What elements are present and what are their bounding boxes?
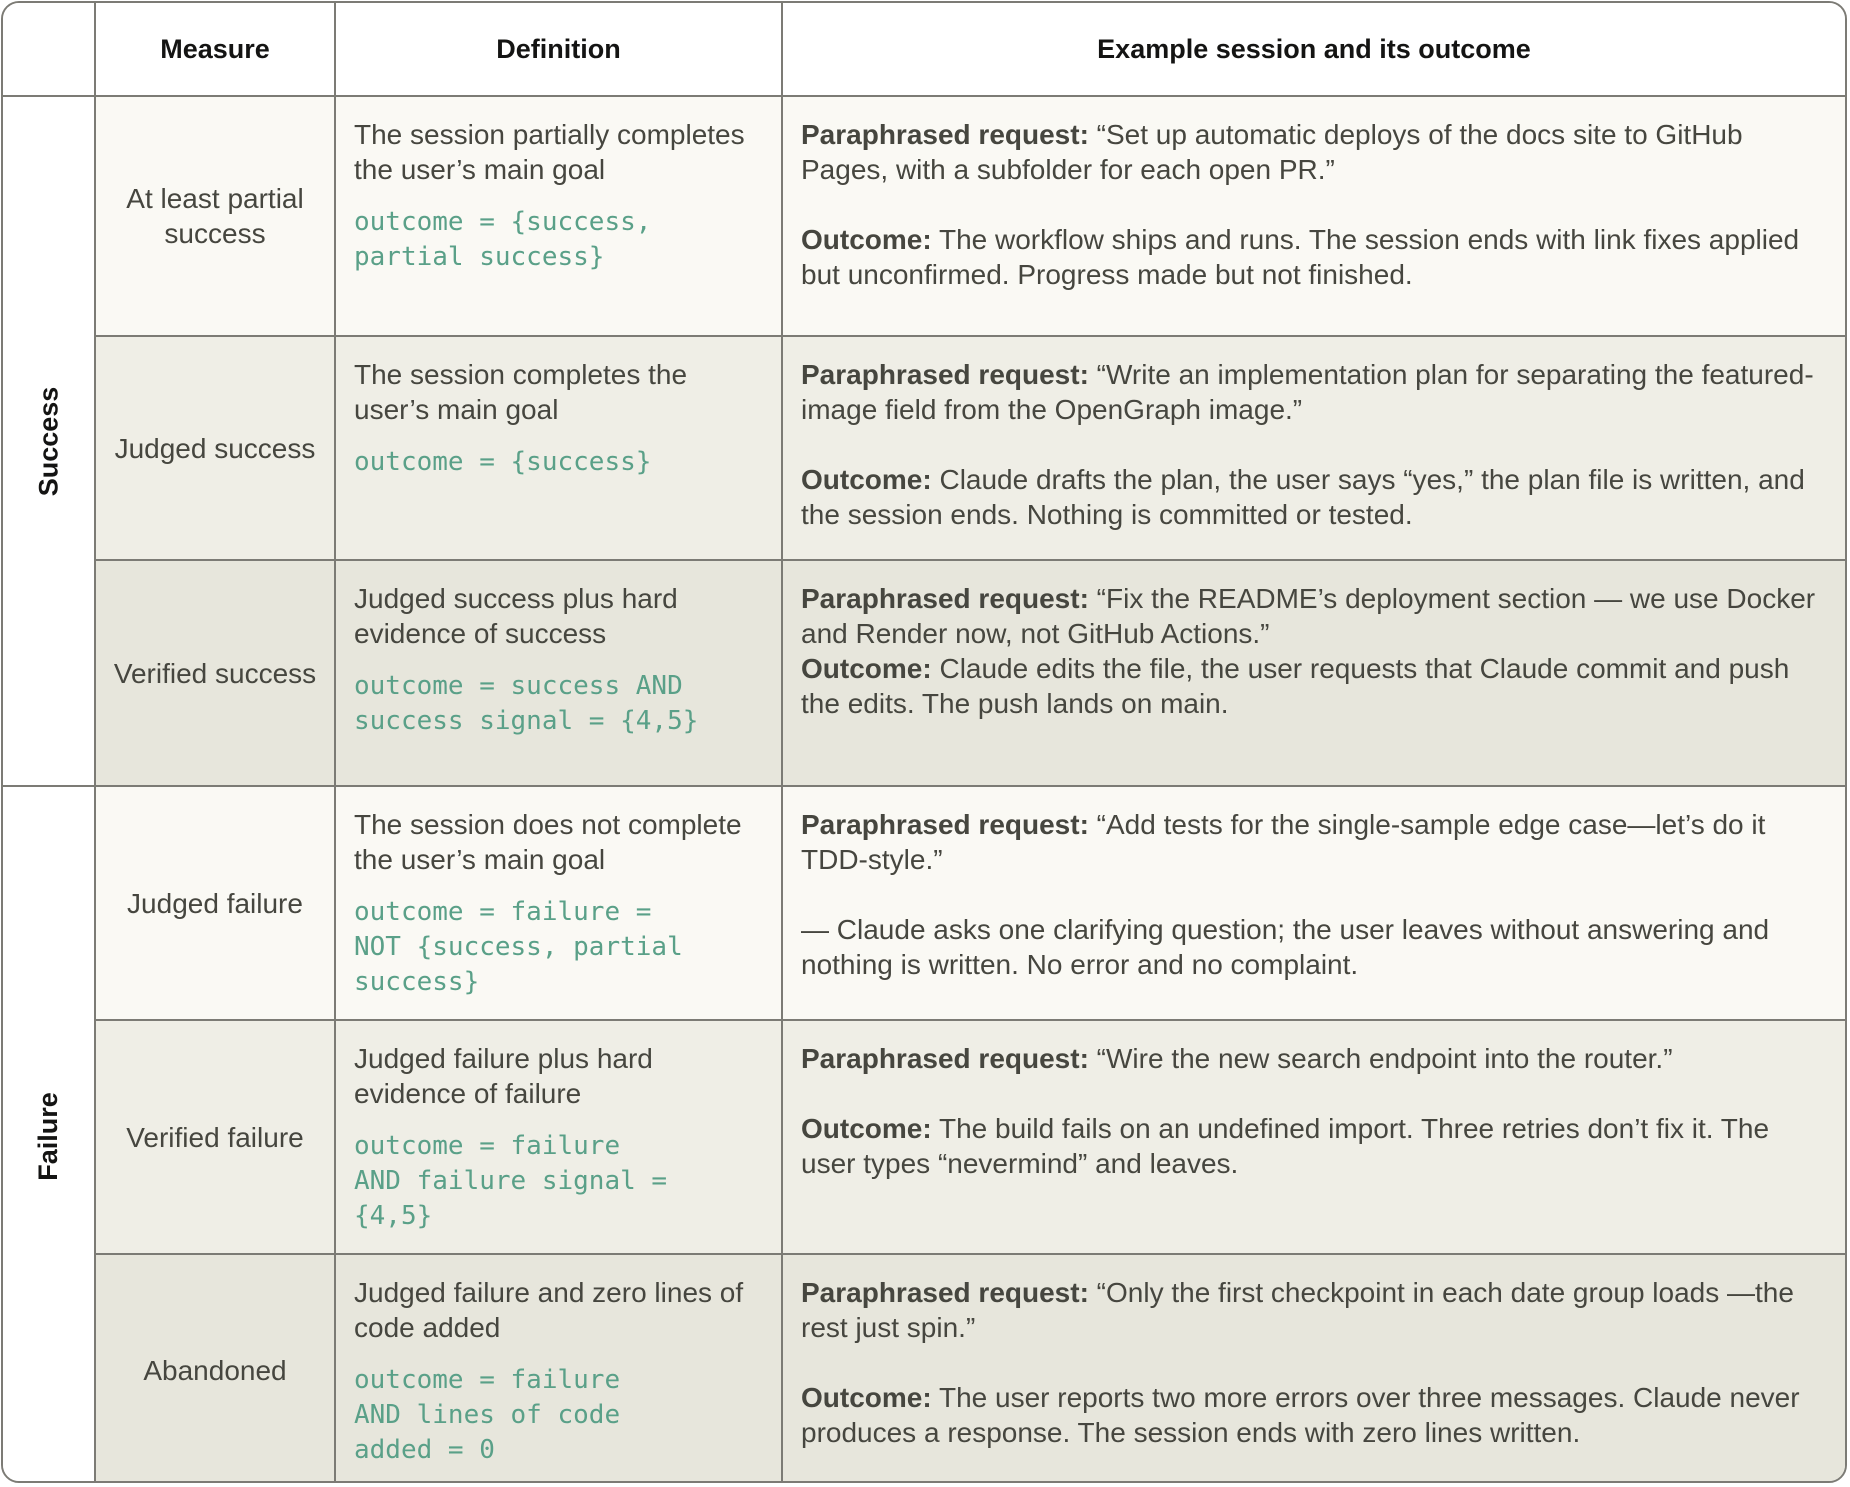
- column-divider: [94, 3, 96, 1483]
- measure-cell: Verified success: [113, 657, 317, 689]
- example-cell: [783, 787, 1845, 1019]
- definition-code: outcome = failure = NOT {success, partial success}: [354, 897, 683, 997]
- group-success: [3, 97, 94, 785]
- outcome-label: Outcome:: [801, 1382, 932, 1413]
- outcome-text: The user reports two more errors over three messages. Claude never produces a response. The session ends with zero lines written.: [801, 1382, 1800, 1448]
- request-text: “Write an implementation plan for separating the featured-image field from the OpenGraph image.”: [801, 359, 1814, 425]
- example-cell: [783, 561, 1845, 785]
- outcome-text: The build fails on an undefined import. Three retries don’t fix it. The user types “nevermind” and leaves.: [801, 1113, 1770, 1179]
- row-divider: [3, 95, 1845, 97]
- outcome-label: Outcome:: [801, 1113, 932, 1144]
- example-cell: [783, 1255, 1845, 1483]
- request-text: “Only the first checkpoint in each date group loads —the rest just spin.”: [801, 1277, 1794, 1343]
- definition-code: outcome = success AND success signal = {4,5}: [354, 671, 699, 736]
- request-label: Paraphrased request:: [801, 583, 1089, 614]
- header-example: Example session and its outcome: [1097, 33, 1531, 64]
- definition-code: outcome = {success, partial success}: [354, 207, 652, 272]
- group-success-label: Success: [33, 386, 63, 496]
- comparison-table: [1, 1, 1847, 1483]
- row-divider: [96, 335, 1845, 337]
- request-label: Paraphrased request:: [801, 119, 1089, 150]
- definition-cell: [336, 337, 781, 559]
- measure-cell: Abandoned: [143, 1354, 287, 1386]
- column-divider: [781, 3, 783, 1483]
- definition-text: Judged failure plus hard evidence of failure: [354, 1043, 653, 1109]
- definition-text: The session does not complete the user’s main goal: [354, 809, 742, 875]
- definition-code: outcome = failure AND lines of code added = 0: [354, 1365, 621, 1465]
- measure-cell: Judged failure: [127, 887, 303, 919]
- outcome-text: The workflow ships and runs. The session ends with link fixes applied but unconfirmed. Progress made but not finished.: [801, 224, 1800, 290]
- outcome-label: Outcome:: [801, 464, 932, 495]
- example-cell: [783, 1021, 1845, 1253]
- outcome-label: Outcome:: [801, 224, 932, 255]
- request-text: “Set up automatic deploys of the docs site to GitHub Pages, with a subfolder for each open PR.”: [801, 119, 1743, 185]
- outcome-label: Outcome:: [801, 653, 932, 684]
- example-cell: [783, 337, 1845, 559]
- outcome-text: Claude drafts the plan, the user says “yes,” the plan file is written, and the session ends. Nothing is committed or tested.: [801, 464, 1805, 530]
- request-text: “Wire the new search endpoint into the router.”: [1096, 1043, 1673, 1074]
- definition-cell: [336, 561, 781, 785]
- measure-cell: At least partial success: [126, 183, 304, 249]
- request-text: “Fix the README’s deployment section — we use Docker and Render now, not GitHub Actions.”: [801, 583, 1816, 649]
- definition-text: The session partially completes the user’s main goal: [354, 119, 745, 185]
- definition-code: outcome = failure AND failure signal = {4,5}: [354, 1131, 668, 1231]
- definition-cell: [336, 1021, 781, 1253]
- definition-code: outcome = {success}: [354, 447, 652, 477]
- group-failure: [3, 787, 94, 1483]
- definition-text: Judged success plus hard evidence of success: [354, 583, 678, 649]
- request-text: “Add tests for the single-sample edge case—let’s do it TDD-style.”: [801, 809, 1766, 875]
- measure-cell: Judged success: [114, 432, 316, 464]
- measure-cell: Verified failure: [126, 1121, 304, 1153]
- request-label: Paraphrased request:: [801, 809, 1089, 840]
- definition-cell: [336, 97, 781, 335]
- request-label: Paraphrased request:: [801, 359, 1089, 390]
- outcome-text: — Claude asks one clarifying question; the user leaves without answering and nothing is written. No error and no complaint.: [801, 914, 1770, 980]
- outcome-text: Claude edits the file, the user requests that Claude commit and push the edits. The push lands on main.: [801, 653, 1790, 719]
- definition-text: The session completes the user’s main goal: [354, 359, 688, 425]
- row-divider: [96, 559, 1845, 561]
- request-label: Paraphrased request:: [801, 1277, 1089, 1308]
- request-label: Paraphrased request:: [801, 1043, 1089, 1074]
- row-divider: [96, 1019, 1845, 1021]
- row-divider: [96, 1253, 1845, 1255]
- definition-text: Judged failure and zero lines of code added: [354, 1277, 744, 1343]
- definition-cell: [336, 1255, 781, 1483]
- column-divider: [334, 3, 336, 1483]
- header-definition: Definition: [496, 33, 621, 64]
- header-measure: Measure: [160, 33, 270, 64]
- definition-cell: [336, 787, 781, 1019]
- example-cell: [783, 97, 1845, 335]
- group-divider: [3, 785, 1845, 787]
- group-failure-label: Failure: [33, 1091, 63, 1181]
